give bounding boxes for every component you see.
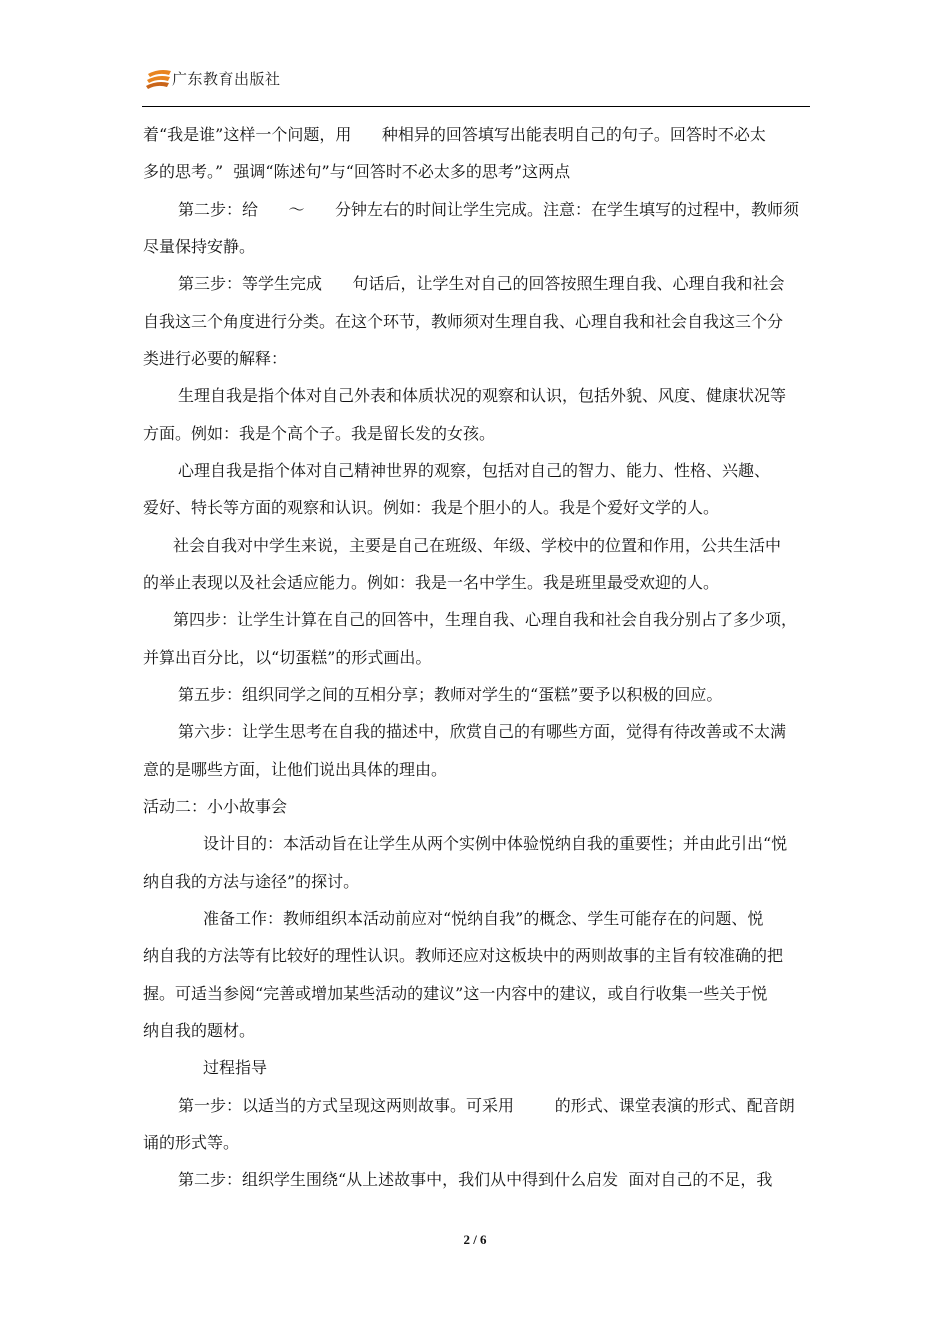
text-line: 第五步：组织同学之间的互相分享；教师对学生的“蛋糕”要予以积极的回应。 bbox=[178, 685, 723, 704]
text-line: 第一步：以适当的方式呈现这两则故事。可采用 的形式、课堂表演的形式、配音朗 bbox=[178, 1096, 795, 1115]
text-line: 意的是哪些方面，让他们说出具体的理由。 bbox=[143, 760, 448, 779]
text-line: 社会自我对中学生来说，主要是自己在班级、年级、学校中的位置和作用，公共生活中 bbox=[173, 536, 782, 555]
text-line: 生理自我是指个体对自己外表和体质状况的观察和认识，包括外貌、风度、健康状况等 bbox=[178, 386, 787, 405]
publisher-name: 广东教育出版社 bbox=[172, 70, 281, 88]
text-line: 爱好、特长等方面的观察和认识。例如：我是个胆小的人。我是个爱好文学的人。 bbox=[143, 498, 720, 517]
text-line: 纳自我的方法与途径”的探讨。 bbox=[143, 872, 360, 891]
text-line: 多的思考。” 强调“陈述句”与“回答时不必太多的思考”这两点 bbox=[143, 162, 571, 181]
text-line: 纳自我的方法等有比较好的理性认识。教师还应对这板块中的两则故事的主旨有较准确的把 bbox=[143, 946, 784, 965]
page-header bbox=[142, 62, 810, 108]
text-line: 第六步：让学生思考在自我的描述中，欣赏自己的有哪些方面，觉得有待改善或不太满 bbox=[178, 722, 787, 741]
subsection-heading: 过程指导 bbox=[203, 1058, 268, 1077]
section-heading: 活动二：小小故事会 bbox=[143, 797, 288, 816]
publisher-logo-icon bbox=[144, 66, 174, 92]
text-line: 的举止表现以及社会适应能力。例如：我是一名中学生。我是班里最受欢迎的人。 bbox=[143, 573, 720, 592]
text-line: 心理自我是指个体对自己精神世界的观察，包括对自己的智力、能力、性格、兴趣、 bbox=[178, 461, 771, 480]
text-line: 纳自我的题材。 bbox=[143, 1021, 256, 1040]
text-line: 握。可适当参阅“完善或增加某些活动的建议”这一内容中的建议，或自行收集一些关于悦 bbox=[143, 984, 768, 1003]
text-line: 尽量保持安静。 bbox=[143, 237, 256, 256]
text-line: 诵的形式等。 bbox=[143, 1133, 240, 1152]
text-line: 第三步：等学生完成 句话后，让学生对自己的回答按照生理自我、心理自我和社会 bbox=[178, 274, 785, 293]
text-line: 类进行必要的解释： bbox=[143, 349, 288, 368]
text-line: 准备工作：教师组织本活动前应对“悦纳自我”的概念、学生可能存在的问题、悦 bbox=[203, 909, 764, 928]
text-line: 第四步：让学生计算在自己的回答中，生理自我、心理自我和社会自我分别占了多少项， bbox=[173, 610, 798, 629]
text-line: 并算出百分比，以“切蛋糕”的形式画出。 bbox=[143, 648, 432, 667]
text-line: 自我这三个角度进行分类。在这个环节，教师须对生理自我、心理自我和社会自我这三个分 bbox=[143, 312, 784, 331]
page-number: 2 / 6 bbox=[463, 1232, 487, 1247]
header-divider bbox=[142, 106, 810, 107]
text-line: 第二步：组织学生围绕“从上述故事中，我们从中得到什么启发 面对自己的不足，我 bbox=[178, 1170, 773, 1189]
text-line: 着“我是谁”这样一个问题，用 种相异的回答填写出能表明自己的句子。回答时不必太 bbox=[143, 125, 766, 144]
text-line: 方面。例如：我是个高个子。我是留长发的女孩。 bbox=[143, 424, 496, 443]
text-line: 设计目的：本活动旨在让学生从两个实例中体验悦纳自我的重要性；并由此引出“悦 bbox=[203, 834, 788, 853]
text-line: 第二步：给 ～ 分钟左右的时间让学生完成。注意：在学生填写的过程中，教师须 bbox=[178, 200, 800, 219]
